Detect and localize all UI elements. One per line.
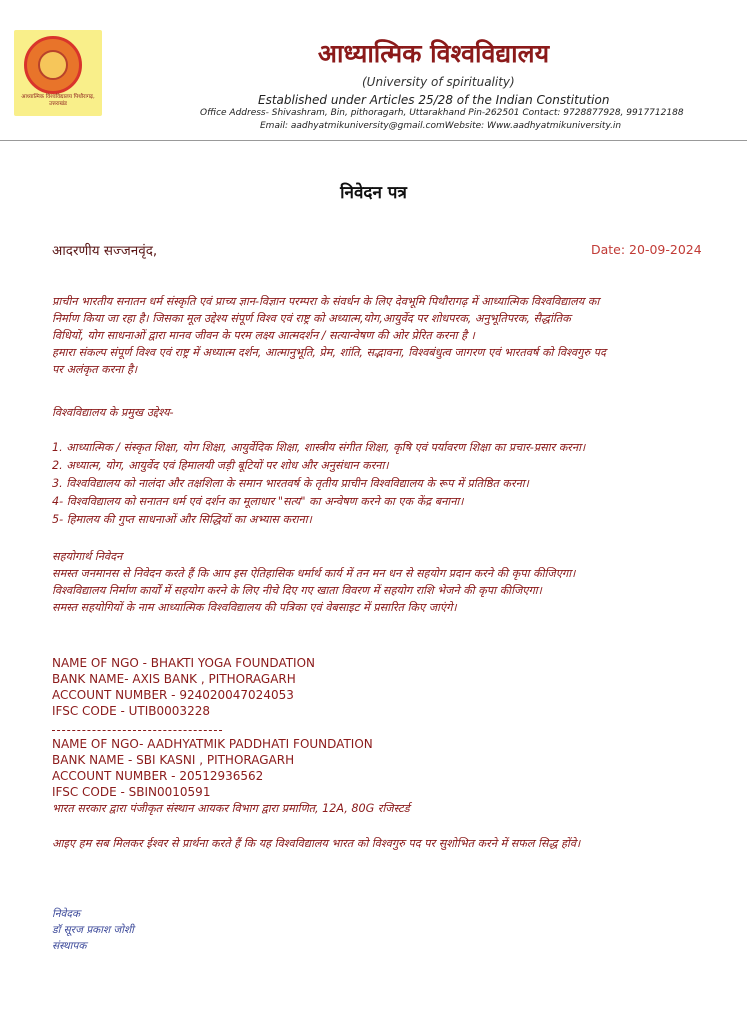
objective-item: 4- विश्वविद्यालय को सनातन धर्म एवं दर्शन का मूलाधार "सत्य" का अन्वेषण करने का एक केंद्र बनाना।	[52, 495, 464, 508]
salutation: आदरणीय सज्जनवृंद,	[52, 243, 158, 259]
intro-line: निर्माण किया जा रहा है। जिसका मूल उद्देश्य संपूर्ण विश्व एवं राष्ट्र को अध्यात्म,योग,आयुर्वेद पर शोधपरक, अनुभूतिपरक, सैद्धांतिक	[52, 312, 571, 325]
intro-line: प्राचीन भारतीय सनातन धर्म संस्कृति एवं प्राच्य ज्ञान-विज्ञान परम्परा के संवर्धन के लिए देवभूमि पिथौरागढ़ में आध्यात्मिक विश्वविद्यालय का	[52, 295, 600, 308]
bank1-account: ACCOUNT NUMBER - 924020047024053	[52, 688, 294, 702]
bank1-ngo: NAME OF NGO - BHAKTI YOGA FOUNDATION	[52, 656, 316, 670]
contact-line: Email: aadhyatmikuniversity@gmail.comWebsite: Www.aadhyatmikuniversity.in	[260, 121, 622, 131]
signature-label: निवेदक	[52, 908, 81, 920]
closing-prayer: आइए हम सब मिलकर ईश्वर से प्रार्थना करते हैं कि यह विश्वविद्यालय भारत को विश्वगुरु पद पर सुशोभित करने में सफल सिद्ध होंवे।	[52, 837, 581, 850]
bank-details-1	[52, 655, 315, 719]
intro-line: हमारा संकल्प संपूर्ण विश्व एवं राष्ट्र में अध्यात्म दर्शन, आत्मानुभूति, प्रेम, शांति, सद्भावना, विश्वबंधुत्व जागरण एवं भारतवर्ष को विश्वगुरु पद	[52, 346, 606, 359]
signatory-role: संस्थापक	[52, 940, 87, 952]
support-line: समस्त जनमानस से निवेदन करते हैं कि आप इस ऐतिहासिक धर्मार्थ कार्य में तन मन धन से सहयोग प्रदान करने की कृपा कीजिएगा।	[52, 567, 576, 580]
support-heading: सहयोगार्थ निवेदन	[52, 550, 123, 563]
bank-divider	[52, 730, 222, 731]
intro-line: पर अलंकृत करना है।	[52, 363, 138, 376]
university-subtitle: (University of spirituality)	[362, 75, 515, 89]
established-line: Established under Articles 25/28 of the Indian Constitution	[258, 93, 610, 107]
bank2-bank: BANK NAME - SBI KASNI , PITHORAGARH	[52, 753, 295, 767]
objective-item: 1. आध्यात्मिक / संस्कृत शिक्षा, योग शिक्षा, आयुर्वेदिक शिक्षा, शास्त्रीय संगीत शिक्षा, कृषि एवं पर्यावरण शिक्षा का प्रचार-प्रसार करना।	[52, 441, 586, 454]
objective-item: 5- हिमालय की गुप्त साधनाओं और सिद्धियों का अभ्यास कराना।	[52, 513, 312, 526]
objective-item: 2. अध्यात्म, योग, आयुर्वेद एवं हिमालयी जड़ी बूटियों पर शोध और अनुसंधान करना।	[52, 459, 389, 472]
bank2-ifsc: IFSC CODE - SBIN0010591	[52, 785, 211, 799]
header-divider	[0, 140, 747, 141]
bank2-ngo: NAME OF NGO- AADHYATMIK PADDHATI FOUNDATION	[52, 737, 373, 751]
bank1-bank: BANK NAME- AXIS BANK , PITHORAGARH	[52, 672, 296, 686]
objectives-heading: विश्वविद्यालय के प्रमुख उद्देश्य-	[52, 406, 174, 419]
logo-caption: आध्यात्मिक विश्वविद्यालय पिथौरागढ़, उत्तराखंड	[21, 94, 95, 107]
objective-item: 3. विश्वविद्यालय को नालंदा और तक्षशिला के समान भारतवर्ष के तृतीय प्राचीन विश्वविद्यालय के रूप में प्रतिष्ठित करना।	[52, 477, 529, 490]
letter-date: Date: 20-09-2024	[591, 242, 702, 257]
support-line: समस्त सहयोगियों के नाम आध्यात्मिक विश्वविद्यालय की पत्रिका एवं वेबसाइट में प्रसारित किए जाएंगे।	[52, 601, 457, 614]
bank1-ifsc: IFSC CODE - UTIB0003228	[52, 704, 210, 718]
intro-line: विधियों, योग साधनाओं द्वारा मानव जीवन के परम लक्ष्य आत्मदर्शन / सत्यान्वेषण की ओर प्रेरित करना है ।	[52, 329, 475, 342]
registration-note: भारत सरकार द्वारा पंजीकृत संस्थान आयकर विभाग द्वारा प्रमाणित, 12A, 80G रजिस्टर्ड	[52, 802, 410, 815]
support-line: विश्वविद्यालय निर्माण कार्यों में सहयोग करने के लिए नीचे दिए गए खाता विवरण में सहयोग राशि भेजने की कृपा कीजिएगा।	[52, 584, 542, 597]
university-title: आध्यात्मिक विश्वविद्यालय	[317, 39, 550, 68]
office-address: Office Address- Shivashram, Bin, pithoragarh, Uttarakhand Pin-262501 Contact: 9728877928, 9917712188	[200, 108, 684, 118]
support-section	[52, 548, 712, 616]
objectives-list	[52, 439, 712, 529]
signatory-name: डॉ सूरज प्रकाश जोशी	[52, 924, 134, 936]
intro-paragraph	[52, 293, 712, 378]
bank-details-2	[52, 736, 373, 800]
signature-block	[52, 906, 134, 954]
letter-title: निवेदन पत्र	[340, 183, 407, 203]
bank2-account: ACCOUNT NUMBER - 20512936562	[52, 769, 264, 783]
